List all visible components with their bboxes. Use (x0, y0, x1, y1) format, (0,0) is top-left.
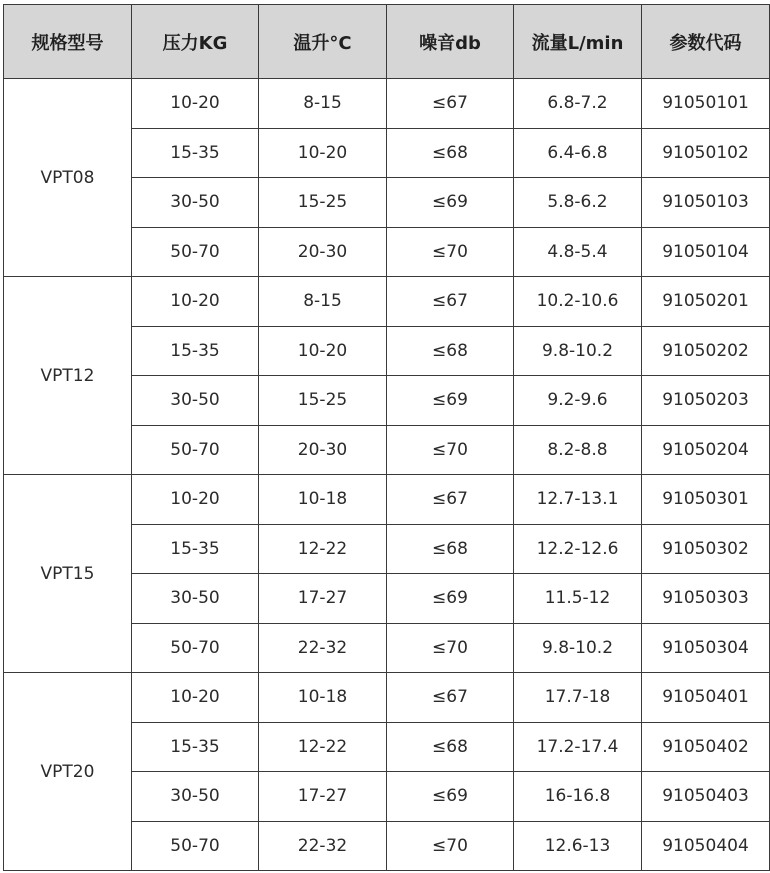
temperature-rise-cell: 20-30 (259, 227, 387, 277)
temperature-rise-cell: 10-20 (259, 128, 387, 178)
noise-cell: ≤69 (387, 376, 514, 426)
noise-cell: ≤70 (387, 227, 514, 277)
pressure-cell: 30-50 (132, 376, 259, 426)
temperature-rise-cell: 22-32 (259, 821, 387, 871)
noise-cell: ≤68 (387, 326, 514, 376)
param-code-cell: 91050303 (642, 574, 770, 624)
pressure-cell: 10-20 (132, 475, 259, 525)
header-flow: 流量L/min (514, 5, 642, 79)
flow-cell: 5.8-6.2 (514, 178, 642, 228)
pressure-cell: 50-70 (132, 425, 259, 475)
noise-cell: ≤67 (387, 79, 514, 129)
pressure-cell: 50-70 (132, 821, 259, 871)
flow-cell: 17.2-17.4 (514, 722, 642, 772)
flow-cell: 9.2-9.6 (514, 376, 642, 426)
noise-cell: ≤67 (387, 673, 514, 723)
temperature-rise-cell: 8-15 (259, 277, 387, 327)
model-cell: VPT15 (4, 475, 132, 673)
noise-cell: ≤68 (387, 722, 514, 772)
pressure-cell: 30-50 (132, 574, 259, 624)
pressure-cell: 15-35 (132, 128, 259, 178)
pressure-cell: 50-70 (132, 227, 259, 277)
pressure-cell: 15-35 (132, 524, 259, 574)
temperature-rise-cell: 10-18 (259, 475, 387, 525)
temperature-rise-cell: 17-27 (259, 574, 387, 624)
temperature-rise-cell: 10-18 (259, 673, 387, 723)
noise-cell: ≤69 (387, 178, 514, 228)
temperature-rise-cell: 17-27 (259, 772, 387, 822)
flow-cell: 12.7-13.1 (514, 475, 642, 525)
temperature-rise-cell: 10-20 (259, 326, 387, 376)
pressure-cell: 10-20 (132, 277, 259, 327)
table-row (4, 673, 770, 723)
header-pressure: 压力KG (132, 5, 259, 79)
noise-cell: ≤67 (387, 277, 514, 327)
noise-cell: ≤68 (387, 128, 514, 178)
pressure-cell: 30-50 (132, 178, 259, 228)
param-code-cell: 91050202 (642, 326, 770, 376)
temperature-rise-cell: 20-30 (259, 425, 387, 475)
noise-cell: ≤68 (387, 524, 514, 574)
temperature-rise-cell: 15-25 (259, 376, 387, 426)
flow-cell: 12.2-12.6 (514, 524, 642, 574)
flow-cell: 16-16.8 (514, 772, 642, 822)
pressure-cell: 10-20 (132, 79, 259, 129)
temperature-rise-cell: 15-25 (259, 178, 387, 228)
flow-cell: 12.6-13 (514, 821, 642, 871)
temperature-rise-cell: 12-22 (259, 524, 387, 574)
temperature-rise-cell: 8-15 (259, 79, 387, 129)
noise-cell: ≤67 (387, 475, 514, 525)
table-row (4, 79, 770, 129)
flow-cell: 9.8-10.2 (514, 623, 642, 673)
noise-cell: ≤70 (387, 821, 514, 871)
flow-cell: 11.5-12 (514, 574, 642, 624)
pressure-cell: 15-35 (132, 326, 259, 376)
noise-cell: ≤69 (387, 772, 514, 822)
param-code-cell: 91050403 (642, 772, 770, 822)
table-row (4, 277, 770, 327)
header-noise: 噪音db (387, 5, 514, 79)
noise-cell: ≤70 (387, 425, 514, 475)
param-code-cell: 91050102 (642, 128, 770, 178)
temperature-rise-cell: 12-22 (259, 722, 387, 772)
pressure-cell: 30-50 (132, 772, 259, 822)
table-row (4, 475, 770, 525)
param-code-cell: 91050401 (642, 673, 770, 723)
header-temperature-rise: 温升°C (259, 5, 387, 79)
param-code-cell: 91050304 (642, 623, 770, 673)
param-code-cell: 91050104 (642, 227, 770, 277)
param-code-cell: 91050302 (642, 524, 770, 574)
noise-cell: ≤70 (387, 623, 514, 673)
flow-cell: 6.4-6.8 (514, 128, 642, 178)
param-code-cell: 91050101 (642, 79, 770, 129)
header-param-code: 参数代码 (642, 5, 770, 79)
param-code-cell: 91050301 (642, 475, 770, 525)
pressure-cell: 10-20 (132, 673, 259, 723)
model-cell: VPT12 (4, 277, 132, 475)
flow-cell: 8.2-8.8 (514, 425, 642, 475)
pressure-cell: 15-35 (132, 722, 259, 772)
param-code-cell: 91050404 (642, 821, 770, 871)
spec-table (3, 4, 770, 871)
flow-cell: 10.2-10.6 (514, 277, 642, 327)
param-code-cell: 91050402 (642, 722, 770, 772)
param-code-cell: 91050204 (642, 425, 770, 475)
temperature-rise-cell: 22-32 (259, 623, 387, 673)
pressure-cell: 50-70 (132, 623, 259, 673)
noise-cell: ≤69 (387, 574, 514, 624)
param-code-cell: 91050201 (642, 277, 770, 327)
model-cell: VPT08 (4, 79, 132, 277)
flow-cell: 6.8-7.2 (514, 79, 642, 129)
header-model: 规格型号 (4, 5, 132, 79)
param-code-cell: 91050203 (642, 376, 770, 426)
flow-cell: 9.8-10.2 (514, 326, 642, 376)
table-body (4, 79, 770, 871)
model-cell: VPT20 (4, 673, 132, 871)
param-code-cell: 91050103 (642, 178, 770, 228)
header-row (4, 5, 770, 79)
flow-cell: 4.8-5.4 (514, 227, 642, 277)
table-header (4, 5, 770, 79)
flow-cell: 17.7-18 (514, 673, 642, 723)
